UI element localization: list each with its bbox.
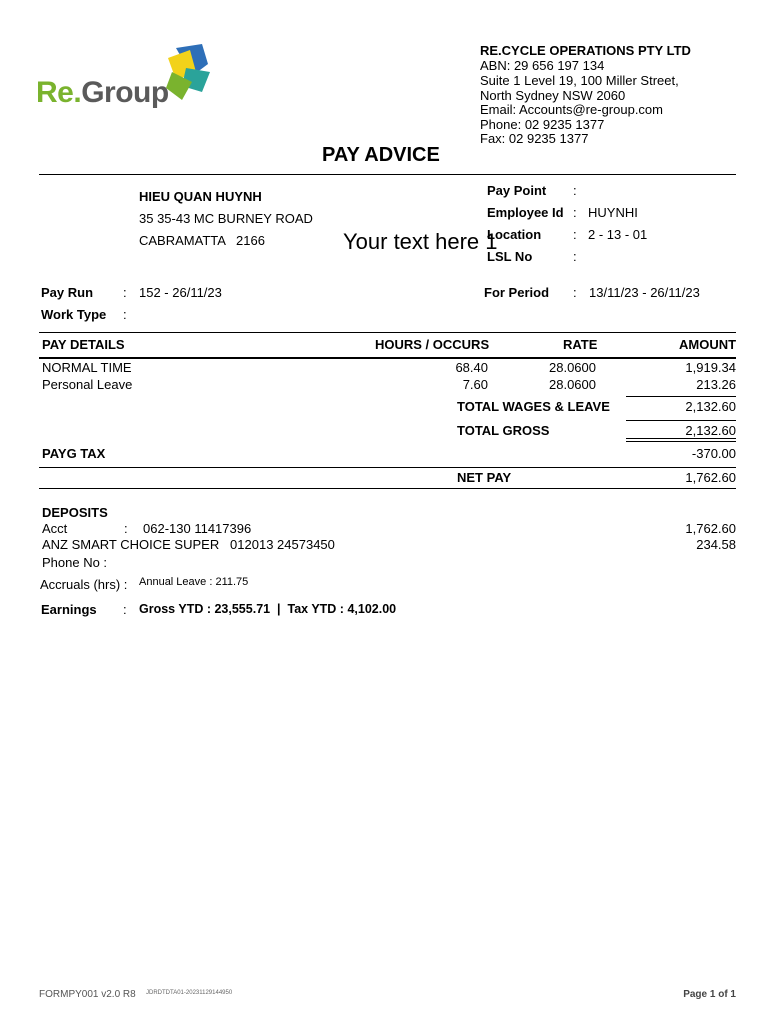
total-gross-value: 2,132.60 — [685, 423, 736, 438]
table-row-rate: 28.0600 — [549, 360, 596, 375]
company-address-line2: North Sydney NSW 2060 — [480, 88, 626, 103]
company-name: RE.CYCLE OPERATIONS PTY LTD — [480, 43, 691, 58]
logo-text-group: Group — [81, 76, 169, 109]
company-email: Email: Accounts@re-group.com — [480, 102, 663, 117]
super-amount: 234.58 — [696, 537, 736, 552]
total-gross-label: TOTAL GROSS — [457, 423, 550, 438]
acct-value: 062-130 11417396 — [143, 521, 252, 536]
location-colon: : — [573, 227, 577, 242]
for-period-colon: : — [573, 285, 577, 300]
table-header-divider — [39, 357, 736, 359]
total-gross-rule — [626, 420, 736, 421]
net-pay-top-divider — [39, 467, 736, 468]
lsl-no-label: LSL No — [487, 249, 533, 264]
earnings-label: Earnings — [41, 602, 97, 617]
total-wages-label: TOTAL WAGES & LEAVE — [457, 399, 610, 414]
acct-label: Acct — [42, 521, 68, 536]
pay-point-label: Pay Point — [487, 183, 547, 198]
table-row-amount: 213.26 — [696, 377, 736, 392]
net-pay-value: 1,762.60 — [685, 470, 736, 485]
employee-address-line2: CABRAMATTA 2166 — [139, 233, 265, 248]
table-top-divider — [39, 332, 736, 333]
rate-header: RATE — [563, 337, 598, 352]
for-period-label: For Period — [484, 285, 550, 300]
for-period-value: 13/11/23 - 26/11/23 — [589, 285, 700, 300]
accruals-label: Accruals (hrs) : — [40, 577, 128, 592]
table-row-amount: 1,919.34 — [685, 360, 736, 375]
company-fax: Fax: 02 9235 1377 — [480, 131, 589, 146]
earnings-colon: : — [123, 602, 127, 617]
pay-run-colon: : — [123, 285, 127, 300]
pay-run-value: 152 - 26/11/23 — [139, 285, 222, 300]
employee-id-label: Employee Id — [487, 205, 564, 220]
logo-text-dot: . — [73, 76, 82, 109]
title-divider — [39, 174, 736, 175]
table-row-desc: Personal Leave — [42, 377, 133, 392]
company-logo — [36, 42, 212, 114]
net-pay-label: NET PAY — [457, 470, 512, 485]
accruals-value: Annual Leave : 211.75 — [139, 576, 249, 588]
work-type-label: Work Type — [41, 307, 107, 322]
document-title: PAY ADVICE — [322, 144, 440, 166]
table-row-hours: 68.40 — [455, 360, 488, 375]
logo-text-re: Re — [36, 76, 74, 109]
company-phone: Phone: 02 9235 1377 — [480, 117, 605, 132]
table-row-desc: NORMAL TIME — [42, 360, 132, 375]
amount-header: AMOUNT — [679, 337, 737, 352]
total-wages-value: 2,132.60 — [685, 399, 736, 414]
overlay-text: Your text here 1 — [343, 229, 498, 254]
table-row-rate: 28.0600 — [549, 377, 596, 392]
employee-id-colon: : — [573, 205, 577, 220]
total-wages-rule — [626, 396, 736, 397]
lsl-no-colon: : — [573, 249, 577, 264]
footer-doc-id: JDRDTDTA01-20231129144950 — [146, 990, 233, 996]
employee-id-value: HUYNHI — [588, 205, 638, 220]
employee-address-line1: 35 35-43 MC BURNEY ROAD — [139, 211, 313, 226]
footer-form-code: FORMPY001 v2.0 R8 — [39, 989, 136, 1000]
deposits-heading: DEPOSITS — [42, 505, 108, 520]
total-gross-double-rule — [626, 438, 736, 442]
hours-header: HOURS / OCCURS — [375, 337, 490, 352]
payg-tax-value: -370.00 — [691, 446, 736, 461]
table-row-hours: 7.60 — [462, 377, 488, 392]
pay-point-colon: : — [573, 183, 577, 198]
acct-amount: 1,762.60 — [685, 521, 736, 536]
company-address-line1: Suite 1 Level 19, 100 Miller Street, — [480, 73, 679, 88]
footer-page-number: Page 1 of 1 — [683, 989, 736, 1000]
earnings-ytd: Gross YTD : 23,555.71 | Tax YTD : 4,102.00 — [139, 602, 397, 616]
work-type-colon: : — [123, 307, 127, 322]
company-abn: ABN: 29 656 197 134 — [480, 58, 605, 73]
net-pay-bottom-divider — [39, 488, 736, 489]
location-value: 2 - 13 - 01 — [588, 227, 648, 242]
acct-colon: : — [124, 521, 128, 536]
employee-name: HIEU QUAN HUYNH — [139, 189, 262, 204]
pay-run-label: Pay Run — [41, 285, 94, 300]
phone-no-label: Phone No : — [42, 555, 108, 570]
pay-details-header: PAY DETAILS — [42, 337, 125, 352]
payg-tax-label: PAYG TAX — [42, 446, 106, 461]
super-details: ANZ SMART CHOICE SUPER 012013 24573450 — [42, 537, 335, 552]
location-label: Location — [487, 227, 542, 242]
